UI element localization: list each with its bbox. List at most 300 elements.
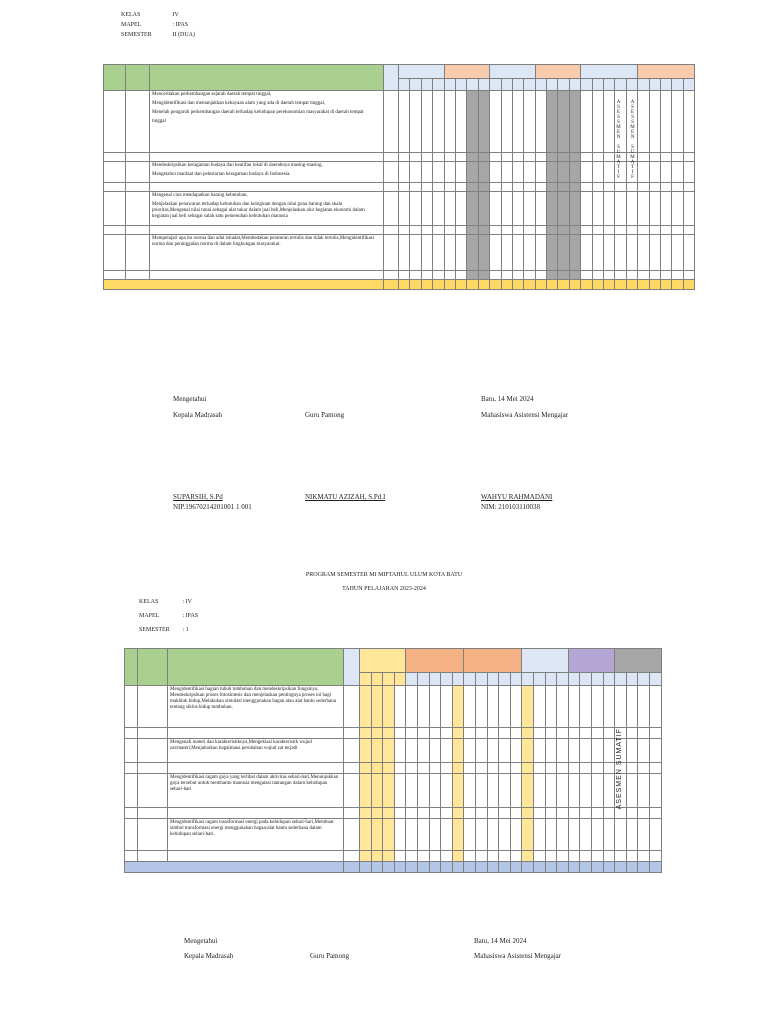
week-value	[524, 192, 535, 226]
mapel-value: : IPAS	[182, 613, 199, 619]
kelas-label: KELAS	[121, 12, 141, 18]
week-value	[501, 183, 512, 192]
row-atp-no	[138, 686, 168, 728]
week-value	[649, 763, 661, 774]
week-header	[399, 79, 410, 91]
doc2-header	[139, 597, 198, 635]
week-value	[490, 153, 501, 162]
col-no-header	[104, 65, 126, 91]
week-value	[394, 739, 406, 763]
week-value	[510, 819, 522, 851]
week-value	[535, 153, 546, 162]
asesmen-sumatif-label: ASESSMEN SUMATIF	[616, 100, 621, 180]
row-no	[125, 819, 138, 851]
week-value	[383, 763, 395, 774]
week-value	[557, 819, 569, 851]
week-value	[510, 774, 522, 808]
week-value	[557, 774, 569, 808]
jumlah-value	[672, 280, 683, 290]
week-value	[464, 763, 476, 774]
col-jml-header	[344, 649, 360, 686]
week-value	[535, 91, 546, 153]
week-value	[524, 162, 535, 183]
week-value	[394, 728, 406, 739]
atp-line: Mempelajari apa itu norma dan adat istiadat,Membedakan peraturan tertulis dan tidak tertulis,Mengidentifikasi norma dan peninggalan norma di dalam lingkungan masyarakat.	[152, 236, 375, 247]
week-value	[522, 763, 534, 774]
formatif-label	[150, 226, 384, 235]
atp-line: Mengetahui manfaat dan pelestarian keragaman budaya di Indonesia.	[152, 172, 291, 177]
jumlah-value	[592, 280, 603, 290]
week-value	[421, 192, 432, 226]
row-no	[125, 808, 138, 819]
week-value	[569, 235, 580, 271]
week-header	[371, 673, 383, 686]
week-value	[568, 819, 580, 851]
week-value	[360, 808, 372, 819]
week-value	[475, 851, 487, 862]
jumlah-value	[441, 862, 453, 873]
week-value	[661, 183, 672, 192]
col-no-atp-header	[138, 649, 168, 686]
asesmen-sumatif-label: ASESSMEN SUMATIF	[630, 100, 635, 180]
week-value	[638, 192, 649, 226]
week-value	[638, 226, 649, 235]
week-value	[475, 763, 487, 774]
row-atp-no	[138, 728, 168, 739]
jumlah-value	[649, 280, 660, 290]
week-value	[499, 851, 511, 862]
table-row	[125, 819, 662, 851]
week-value	[547, 271, 558, 280]
week-value	[580, 851, 592, 862]
week-value	[433, 226, 444, 235]
jumlah-value	[615, 862, 627, 873]
jumlah-value	[383, 862, 395, 873]
week-value	[661, 162, 672, 183]
jumlah-value	[510, 862, 522, 873]
week-value	[452, 739, 464, 763]
week-value	[569, 162, 580, 183]
week-value	[383, 686, 395, 728]
week-header	[464, 673, 476, 686]
week-value	[406, 851, 418, 862]
week-value	[410, 271, 421, 280]
week-value	[478, 153, 489, 162]
week-value	[383, 851, 395, 862]
week-value	[399, 183, 410, 192]
week-value	[604, 162, 615, 183]
date-label: Batu, 14 Mei 2024	[481, 395, 534, 403]
week-value	[475, 774, 487, 808]
jumlah-value	[649, 862, 661, 873]
week-value	[524, 153, 535, 162]
week-value	[649, 686, 661, 728]
week-header	[615, 79, 626, 91]
week-value	[464, 739, 476, 763]
week-value	[433, 162, 444, 183]
jumlah-value	[501, 280, 512, 290]
week-value	[545, 819, 557, 851]
week-value	[467, 162, 478, 183]
week-value	[661, 192, 672, 226]
week-value	[421, 235, 432, 271]
week-value	[455, 162, 466, 183]
row-jml	[384, 235, 399, 271]
week-value	[603, 763, 615, 774]
formatif-jml	[344, 851, 360, 862]
week-header	[410, 79, 421, 91]
week-value	[441, 819, 453, 851]
jumlah-value	[499, 862, 511, 873]
jumlah-value	[522, 862, 534, 873]
table-row	[104, 235, 695, 271]
week-value	[464, 819, 476, 851]
week-value	[421, 183, 432, 192]
kepala-label-2: Kepala Madrasah	[184, 952, 234, 960]
week-header	[649, 673, 661, 686]
week-value	[441, 763, 453, 774]
week-value	[421, 226, 432, 235]
month-header	[581, 65, 638, 79]
week-value	[569, 192, 580, 226]
jumlah-value	[452, 862, 464, 873]
row-atp-text	[168, 739, 344, 763]
jumlah-value	[535, 280, 546, 290]
week-value	[591, 774, 603, 808]
week-value	[464, 808, 476, 819]
row-atp-no	[126, 183, 150, 192]
week-value	[649, 162, 660, 183]
week-value	[394, 808, 406, 819]
table-row	[125, 774, 662, 808]
week-value	[661, 91, 672, 153]
row-no	[125, 728, 138, 739]
week-value	[638, 739, 650, 763]
week-value	[524, 235, 535, 271]
week-value	[533, 763, 545, 774]
jumlah-jml	[384, 280, 399, 290]
week-value	[410, 235, 421, 271]
row-atp-no	[126, 162, 150, 183]
week-value	[452, 728, 464, 739]
week-value	[487, 739, 499, 763]
row-atp-no	[126, 192, 150, 226]
week-value	[672, 91, 683, 153]
week-value	[455, 183, 466, 192]
week-value	[545, 686, 557, 728]
week-value	[638, 819, 650, 851]
week-value	[441, 686, 453, 728]
week-value	[383, 739, 395, 763]
week-value	[569, 271, 580, 280]
week-value	[535, 192, 546, 226]
jumlah-row	[104, 280, 695, 290]
week-value	[360, 763, 372, 774]
week-value	[533, 739, 545, 763]
week-value	[591, 686, 603, 728]
week-value	[455, 235, 466, 271]
week-value	[464, 728, 476, 739]
week-value	[444, 162, 455, 183]
semester-label: SEMESTER	[121, 32, 152, 38]
week-value	[535, 235, 546, 271]
week-value	[580, 763, 592, 774]
week-value	[522, 739, 534, 763]
week-header	[626, 79, 637, 91]
row-no	[104, 91, 126, 153]
mapel-label: MAPEL	[139, 613, 160, 619]
week-value	[371, 851, 383, 862]
week-value	[487, 728, 499, 739]
week-value	[406, 763, 418, 774]
week-value	[444, 271, 455, 280]
week-value	[672, 183, 683, 192]
week-value	[569, 183, 580, 192]
date-label-2: Batu, 14 Mei 2024	[474, 937, 527, 945]
week-value	[383, 728, 395, 739]
week-header	[557, 673, 569, 686]
week-value	[581, 183, 592, 192]
week-value	[568, 851, 580, 862]
week-header	[501, 79, 512, 91]
week-value	[547, 226, 558, 235]
week-value	[580, 819, 592, 851]
week-value	[683, 91, 694, 153]
week-header	[452, 673, 464, 686]
week-value	[510, 763, 522, 774]
week-value	[421, 91, 432, 153]
week-value	[417, 739, 429, 763]
jumlah-jml	[344, 862, 360, 873]
week-value	[522, 819, 534, 851]
jumlah-value	[433, 280, 444, 290]
week-value	[557, 763, 569, 774]
week-value	[591, 808, 603, 819]
week-value	[406, 739, 418, 763]
atp-line: Mengidentifikasi ragam transformasi energi pada kehidupan sehari-hari,Membuat simbol transformasi energi menggunakan bagan/alat bantu sederhana dalam kehidupan sehari-hari.	[170, 820, 334, 837]
week-value	[558, 226, 569, 235]
week-value	[512, 91, 523, 153]
week-value	[547, 162, 558, 183]
week-value	[557, 728, 569, 739]
week-value	[417, 728, 429, 739]
week-value	[592, 162, 603, 183]
week-value	[547, 183, 558, 192]
week-value	[649, 183, 660, 192]
week-value	[433, 271, 444, 280]
formatif-label	[150, 153, 384, 162]
row-no	[125, 686, 138, 728]
week-value	[522, 808, 534, 819]
week-value	[501, 192, 512, 226]
month-header	[638, 65, 695, 79]
formatif-row	[125, 851, 662, 862]
week-header	[558, 79, 569, 91]
week-header	[591, 673, 603, 686]
week-value	[592, 235, 603, 271]
week-value	[510, 808, 522, 819]
week-value	[524, 183, 535, 192]
week-value	[490, 91, 501, 153]
week-value	[499, 739, 511, 763]
week-value	[649, 271, 660, 280]
week-value	[478, 235, 489, 271]
week-value	[464, 686, 476, 728]
week-value	[417, 851, 429, 862]
week-value	[429, 686, 441, 728]
week-value	[580, 728, 592, 739]
week-value	[499, 686, 511, 728]
week-value	[410, 226, 421, 235]
table-row	[104, 162, 695, 183]
jumlah-value	[533, 862, 545, 873]
week-value	[545, 774, 557, 808]
week-value	[615, 819, 627, 851]
week-value	[592, 192, 603, 226]
week-value	[444, 183, 455, 192]
row-atp-text	[150, 162, 384, 183]
week-value	[490, 183, 501, 192]
week-value	[429, 819, 441, 851]
week-header	[569, 79, 580, 91]
week-value	[683, 235, 694, 271]
week-value	[661, 153, 672, 162]
week-value	[592, 226, 603, 235]
col-no-atp-header	[126, 65, 150, 91]
week-value	[672, 271, 683, 280]
week-value	[499, 728, 511, 739]
week-value	[568, 686, 580, 728]
jumlah-value	[638, 280, 649, 290]
header-row	[125, 649, 662, 673]
week-value	[638, 271, 649, 280]
week-value	[626, 763, 638, 774]
jumlah-value	[429, 862, 441, 873]
week-value	[475, 728, 487, 739]
week-header	[524, 79, 535, 91]
week-header	[360, 673, 372, 686]
week-value	[478, 271, 489, 280]
week-value	[429, 774, 441, 808]
week-value	[510, 851, 522, 862]
week-header	[568, 673, 580, 686]
row-atp-no	[126, 226, 150, 235]
week-value	[452, 819, 464, 851]
week-header	[672, 79, 683, 91]
row-jml	[344, 819, 360, 851]
doc2-title: PROGRAM SEMESTER MI MIFTAHUL ULUM KOTA BATU	[305, 572, 463, 578]
row-atp-text	[168, 819, 344, 851]
week-value	[604, 192, 615, 226]
week-header	[638, 673, 650, 686]
week-value	[441, 851, 453, 862]
semester-value: : 1	[182, 627, 189, 633]
row-atp-text	[150, 192, 384, 226]
row-jml	[344, 739, 360, 763]
week-value	[581, 153, 592, 162]
table-row	[125, 739, 662, 763]
row-no	[104, 192, 126, 226]
row-no	[125, 851, 138, 862]
week-value	[683, 162, 694, 183]
week-value	[444, 91, 455, 153]
week-value	[547, 153, 558, 162]
week-value	[487, 774, 499, 808]
week-value	[429, 739, 441, 763]
atp-line: Mengenali materi dan karakteristiknya,Mengeklasi karakteristik wujud zat/materi,Menjabarkan bagaimana perubahan wujud zat terjadi	[170, 740, 312, 751]
week-header	[429, 673, 441, 686]
week-value	[512, 153, 523, 162]
week-value	[557, 739, 569, 763]
week-value	[394, 774, 406, 808]
week-value	[522, 851, 534, 862]
week-value	[672, 153, 683, 162]
formatif-row	[125, 808, 662, 819]
week-header	[421, 79, 432, 91]
week-value	[591, 739, 603, 763]
week-value	[510, 739, 522, 763]
week-value	[558, 192, 569, 226]
week-value	[512, 271, 523, 280]
kepala-label: Kepala Madrasah	[173, 411, 223, 419]
week-value	[522, 686, 534, 728]
week-value	[558, 153, 569, 162]
jumlah-value	[524, 280, 535, 290]
week-value	[683, 226, 694, 235]
formatif-jml	[384, 271, 399, 280]
row-atp-no	[126, 91, 150, 153]
jumlah-value	[603, 862, 615, 873]
week-value	[638, 162, 649, 183]
week-value	[501, 162, 512, 183]
week-value	[399, 162, 410, 183]
week-header	[545, 673, 557, 686]
week-header	[661, 79, 672, 91]
week-header	[547, 79, 558, 91]
week-value	[410, 162, 421, 183]
mapel-value: : IPAS	[172, 22, 189, 28]
week-value	[467, 153, 478, 162]
week-value	[455, 153, 466, 162]
week-value	[371, 808, 383, 819]
week-header	[512, 79, 523, 91]
week-value	[592, 183, 603, 192]
week-value	[558, 183, 569, 192]
week-value	[535, 271, 546, 280]
week-value	[638, 153, 649, 162]
week-value	[592, 153, 603, 162]
week-value	[467, 235, 478, 271]
week-value	[683, 183, 694, 192]
row-atp-text	[150, 235, 384, 271]
week-value	[535, 226, 546, 235]
month-header	[360, 649, 406, 673]
row-jml	[384, 192, 399, 226]
week-value	[615, 851, 627, 862]
mahasiswa-label: Mahasiswa Asistensi Mengajar	[481, 411, 569, 419]
week-value	[475, 686, 487, 728]
week-value	[433, 192, 444, 226]
formatif-row	[125, 728, 662, 739]
formatif-label	[150, 271, 384, 280]
formatif-label	[168, 808, 344, 819]
month-header	[535, 65, 581, 79]
week-value	[501, 226, 512, 235]
week-value	[545, 763, 557, 774]
week-value	[464, 851, 476, 862]
kelas-value: IV	[172, 12, 179, 18]
week-value	[371, 728, 383, 739]
